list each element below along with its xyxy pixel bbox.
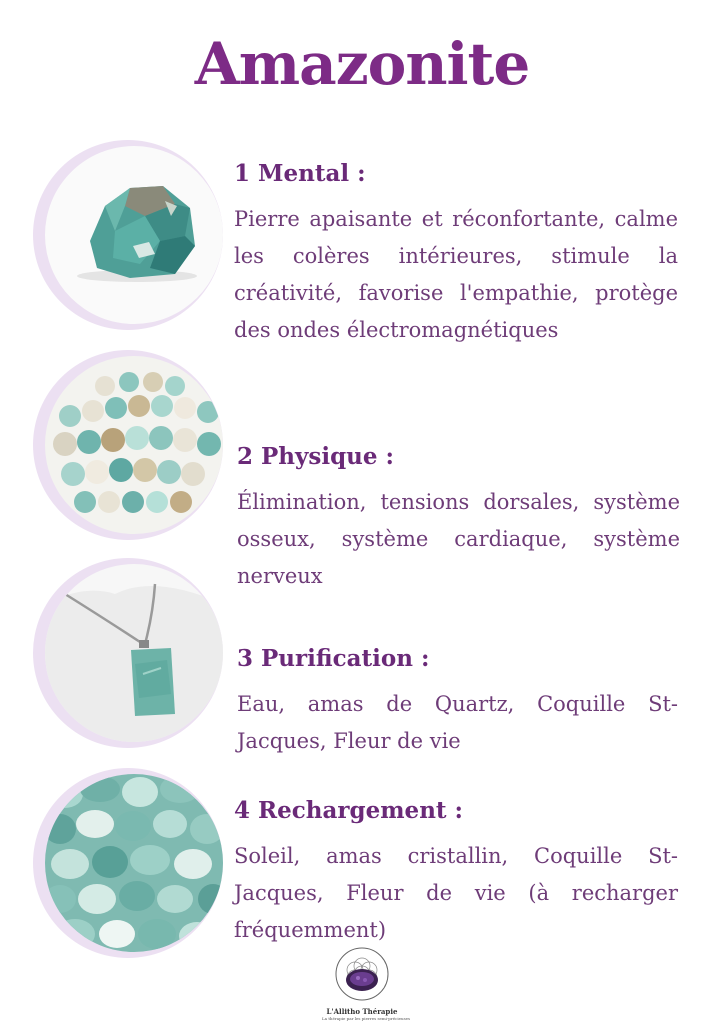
section-2-heading: 2 Physique :	[237, 443, 395, 470]
tumbled-amazonite-stones-image	[45, 774, 223, 952]
logo-name: L'Allitho Thérapie	[326, 1007, 398, 1016]
section-3-text: Eau, amas de Quartz, Coquille St-Jacques, Fleur de vie	[237, 692, 678, 753]
amazonite-pendant-necklace-image	[45, 564, 223, 742]
section-3	[237, 645, 678, 760]
section-1	[234, 160, 678, 349]
flower-of-life-amethyst-icon	[334, 946, 390, 1002]
section-2	[237, 443, 680, 595]
section-1-image	[33, 140, 233, 340]
section-4	[234, 797, 678, 949]
logo-tagline: La thérapie par les pierres semi-précieuses	[322, 1016, 411, 1021]
raw-amazonite-stone-image	[45, 146, 223, 324]
section-1-text: Pierre apaisante et réconfortante, calme les colères intérieures, stimule la créativité, favorise l'empathie, protège des ondes électromagnétiques	[234, 207, 678, 342]
section-4-image	[33, 768, 233, 968]
section-3-image	[33, 558, 233, 758]
section-4-text: Soleil, amas cristallin, Coquille St-Jacques, Fleur de vie (à recharger fréquemment)	[234, 844, 678, 942]
amazonite-bead-bracelets-image	[45, 356, 223, 534]
page-title: Amazonite	[194, 30, 530, 98]
section-2-image	[33, 350, 233, 550]
section-4-heading: 4 Rechargement :	[234, 797, 464, 824]
section-2-text: Élimination, tensions dorsales, système osseux, système cardiaque, système nerveux	[237, 490, 680, 588]
section-1-heading: 1 Mental :	[234, 160, 366, 187]
brand-logo	[322, 946, 411, 1021]
section-3-heading: 3 Purification :	[237, 645, 430, 672]
